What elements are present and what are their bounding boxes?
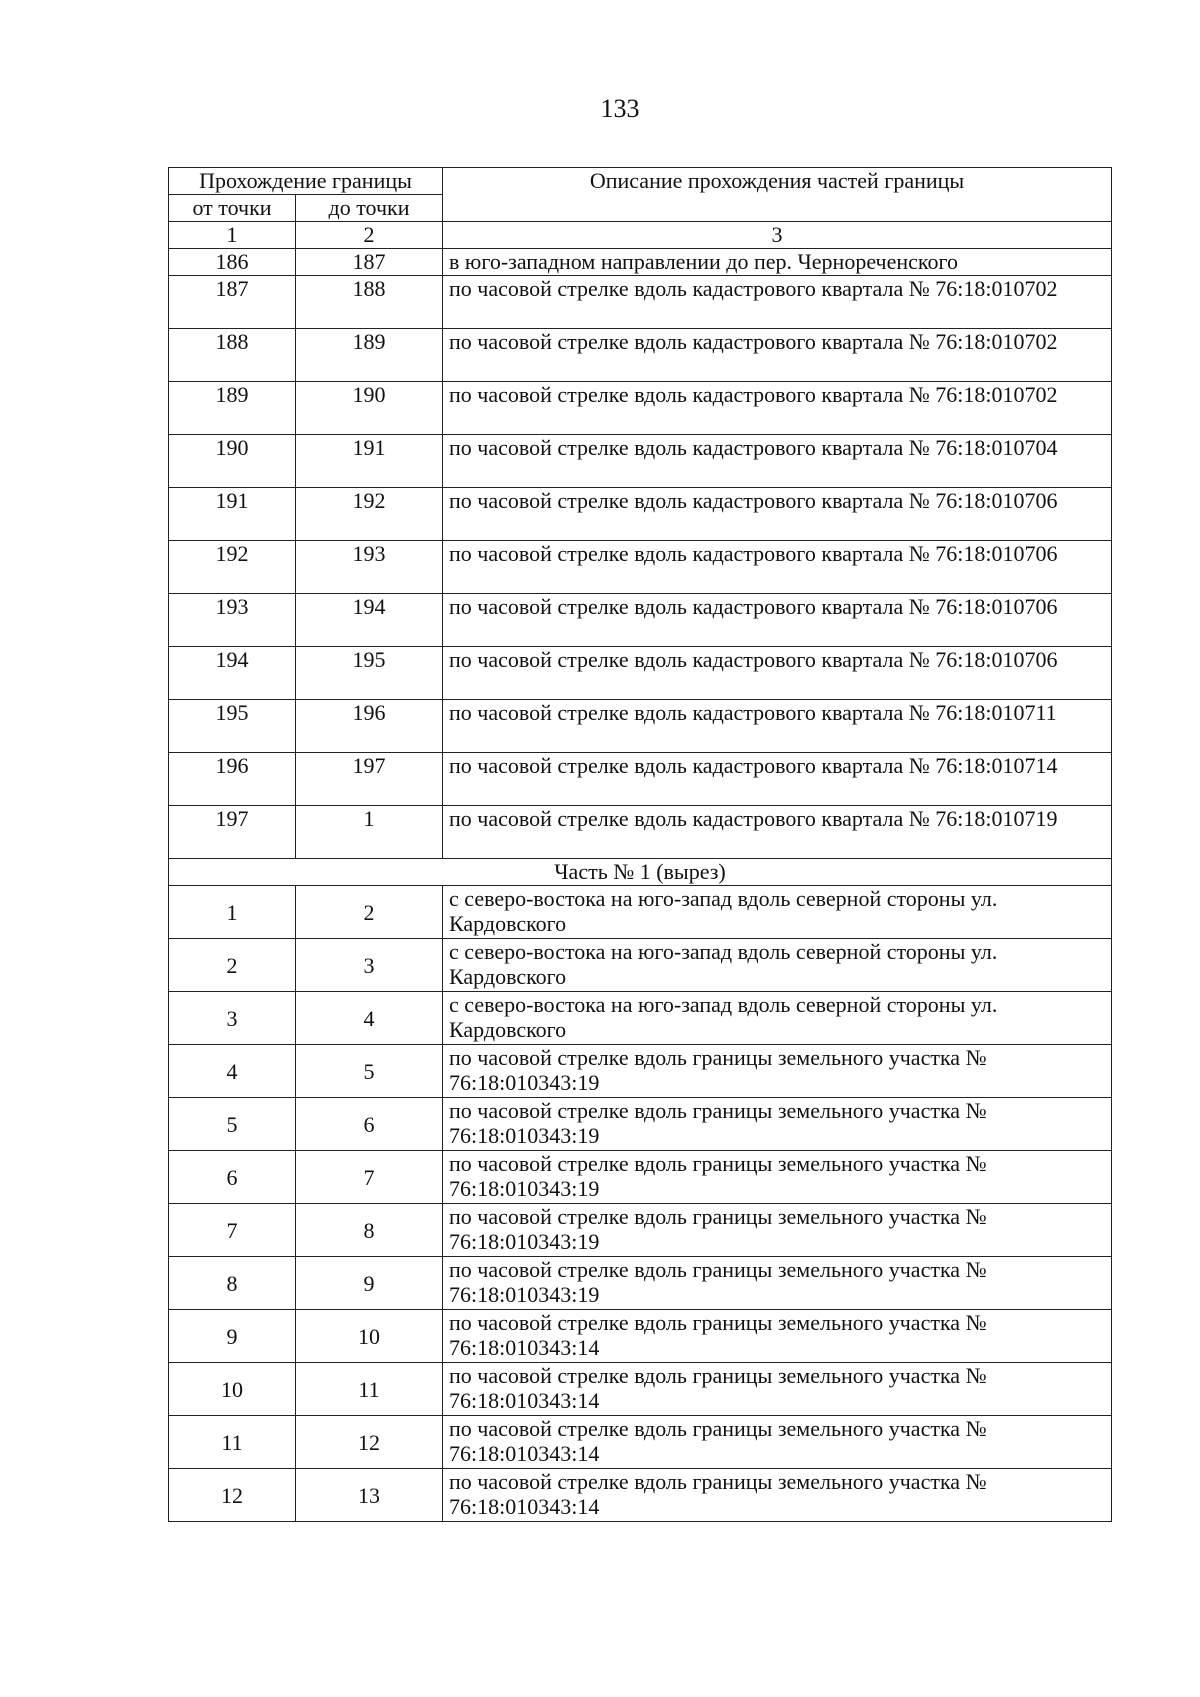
description-cell: по часовой стрелке вдоль границы земельного участка № 76:18:010343:14 <box>443 1310 1112 1363</box>
to-point-cell: 9 <box>296 1257 443 1310</box>
main-rows <box>169 249 1112 859</box>
from-point-cell: 12 <box>169 1469 296 1522</box>
to-point-cell: 188 <box>296 276 443 329</box>
to-point-cell: 11 <box>296 1363 443 1416</box>
description-cell: по часовой стрелке вдоль кадастрового квартала № 76:18:010711 <box>443 700 1112 753</box>
table-row <box>169 992 1112 1045</box>
table-row <box>169 1098 1112 1151</box>
from-point-cell: 193 <box>169 594 296 647</box>
description-cell: по часовой стрелке вдоль кадастрового квартала № 76:18:010704 <box>443 435 1112 488</box>
table-row <box>169 1363 1112 1416</box>
section-title: Часть № 1 (вырез) <box>169 859 1112 886</box>
from-point-cell: 4 <box>169 1045 296 1098</box>
from-point-cell: 10 <box>169 1363 296 1416</box>
table-row <box>169 939 1112 992</box>
to-point-cell: 6 <box>296 1098 443 1151</box>
to-point-cell: 5 <box>296 1045 443 1098</box>
table-row <box>169 276 1112 329</box>
description-cell: по часовой стрелке вдоль границы земельного участка № 76:18:010343:19 <box>443 1204 1112 1257</box>
from-point-cell: 7 <box>169 1204 296 1257</box>
from-point-cell: 196 <box>169 753 296 806</box>
from-point-cell: 9 <box>169 1310 296 1363</box>
description-cell: по часовой стрелке вдоль кадастрового квартала № 76:18:010706 <box>443 594 1112 647</box>
to-point-cell: 189 <box>296 329 443 382</box>
to-point-cell: 192 <box>296 488 443 541</box>
table-row <box>169 1310 1112 1363</box>
header-description: Описание прохождения частей границы <box>443 168 1112 222</box>
from-point-cell: 189 <box>169 382 296 435</box>
part-rows <box>169 886 1112 1522</box>
from-point-cell: 5 <box>169 1098 296 1151</box>
description-cell: с северо-востока на юго-запад вдоль северной стороны ул. Кардовского <box>443 939 1112 992</box>
header-to-point: до точки <box>296 195 443 222</box>
to-point-cell: 196 <box>296 700 443 753</box>
description-cell: по часовой стрелке вдоль границы земельного участка № 76:18:010343:14 <box>443 1469 1112 1522</box>
description-cell: по часовой стрелке вдоль кадастрового квартала № 76:18:010702 <box>443 329 1112 382</box>
to-point-cell: 12 <box>296 1416 443 1469</box>
table-row <box>169 488 1112 541</box>
description-cell: с северо-востока на юго-запад вдоль северной стороны ул. Кардовского <box>443 886 1112 939</box>
description-cell: по часовой стрелке вдоль границы земельного участка № 76:18:010343:14 <box>443 1363 1112 1416</box>
to-point-cell: 7 <box>296 1151 443 1204</box>
description-cell: по часовой стрелке вдоль границы земельного участка № 76:18:010343:14 <box>443 1416 1112 1469</box>
to-point-cell: 194 <box>296 594 443 647</box>
description-cell: в юго-западном направлении до пер. Чернореченского <box>443 249 1112 276</box>
table-row <box>169 1151 1112 1204</box>
header-boundary-passage: Прохождение границы <box>169 168 443 195</box>
description-cell: по часовой стрелке вдоль границы земельного участка № 76:18:010343:19 <box>443 1257 1112 1310</box>
to-point-cell: 1 <box>296 806 443 859</box>
from-point-cell: 194 <box>169 647 296 700</box>
from-point-cell: 191 <box>169 488 296 541</box>
header-from-point: от точки <box>169 195 296 222</box>
to-point-cell: 193 <box>296 541 443 594</box>
table-row <box>169 1469 1112 1522</box>
table-row <box>169 1045 1112 1098</box>
to-point-cell: 10 <box>296 1310 443 1363</box>
header-col-num-1: 1 <box>169 222 296 249</box>
from-point-cell: 187 <box>169 276 296 329</box>
table-row <box>169 329 1112 382</box>
from-point-cell: 188 <box>169 329 296 382</box>
from-point-cell: 6 <box>169 1151 296 1204</box>
from-point-cell: 8 <box>169 1257 296 1310</box>
from-point-cell: 186 <box>169 249 296 276</box>
table-row <box>169 647 1112 700</box>
to-point-cell: 4 <box>296 992 443 1045</box>
header-col-num-2: 2 <box>296 222 443 249</box>
table-row <box>169 886 1112 939</box>
description-cell: по часовой стрелке вдоль кадастрового квартала № 76:18:010702 <box>443 276 1112 329</box>
table-row <box>169 541 1112 594</box>
to-point-cell: 8 <box>296 1204 443 1257</box>
from-point-cell: 190 <box>169 435 296 488</box>
description-cell: по часовой стрелке вдоль границы земельного участка № 76:18:010343:19 <box>443 1098 1112 1151</box>
to-point-cell: 2 <box>296 886 443 939</box>
description-cell: с северо-востока на юго-запад вдоль северной стороны ул. Кардовского <box>443 992 1112 1045</box>
to-point-cell: 187 <box>296 249 443 276</box>
description-cell: по часовой стрелке вдоль кадастрового квартала № 76:18:010714 <box>443 753 1112 806</box>
to-point-cell: 197 <box>296 753 443 806</box>
to-point-cell: 3 <box>296 939 443 992</box>
from-point-cell: 11 <box>169 1416 296 1469</box>
table-row <box>169 249 1112 276</box>
description-cell: по часовой стрелке вдоль кадастрового квартала № 76:18:010706 <box>443 647 1112 700</box>
description-cell: по часовой стрелке вдоль границы земельного участка № 76:18:010343:19 <box>443 1151 1112 1204</box>
table-row <box>169 382 1112 435</box>
from-point-cell: 195 <box>169 700 296 753</box>
to-point-cell: 13 <box>296 1469 443 1522</box>
table-row <box>169 594 1112 647</box>
page-number: 133 <box>600 94 640 123</box>
boundary-table <box>168 167 1112 1522</box>
table-row <box>169 1204 1112 1257</box>
from-point-cell: 192 <box>169 541 296 594</box>
description-cell: по часовой стрелке вдоль кадастрового квартала № 76:18:010706 <box>443 488 1112 541</box>
table-row <box>169 753 1112 806</box>
header-col-num-3: 3 <box>443 222 1112 249</box>
description-cell: по часовой стрелке вдоль кадастрового квартала № 76:18:010702 <box>443 382 1112 435</box>
description-cell: по часовой стрелке вдоль кадастрового квартала № 76:18:010706 <box>443 541 1112 594</box>
from-point-cell: 197 <box>169 806 296 859</box>
from-point-cell: 2 <box>169 939 296 992</box>
from-point-cell: 1 <box>169 886 296 939</box>
from-point-cell: 3 <box>169 992 296 1045</box>
to-point-cell: 191 <box>296 435 443 488</box>
table-row <box>169 806 1112 859</box>
to-point-cell: 195 <box>296 647 443 700</box>
table-row <box>169 1416 1112 1469</box>
table-row <box>169 1257 1112 1310</box>
table-row <box>169 435 1112 488</box>
description-cell: по часовой стрелке вдоль границы земельного участка № 76:18:010343:19 <box>443 1045 1112 1098</box>
to-point-cell: 190 <box>296 382 443 435</box>
description-cell: по часовой стрелке вдоль кадастрового квартала № 76:18:010719 <box>443 806 1112 859</box>
table-row <box>169 700 1112 753</box>
